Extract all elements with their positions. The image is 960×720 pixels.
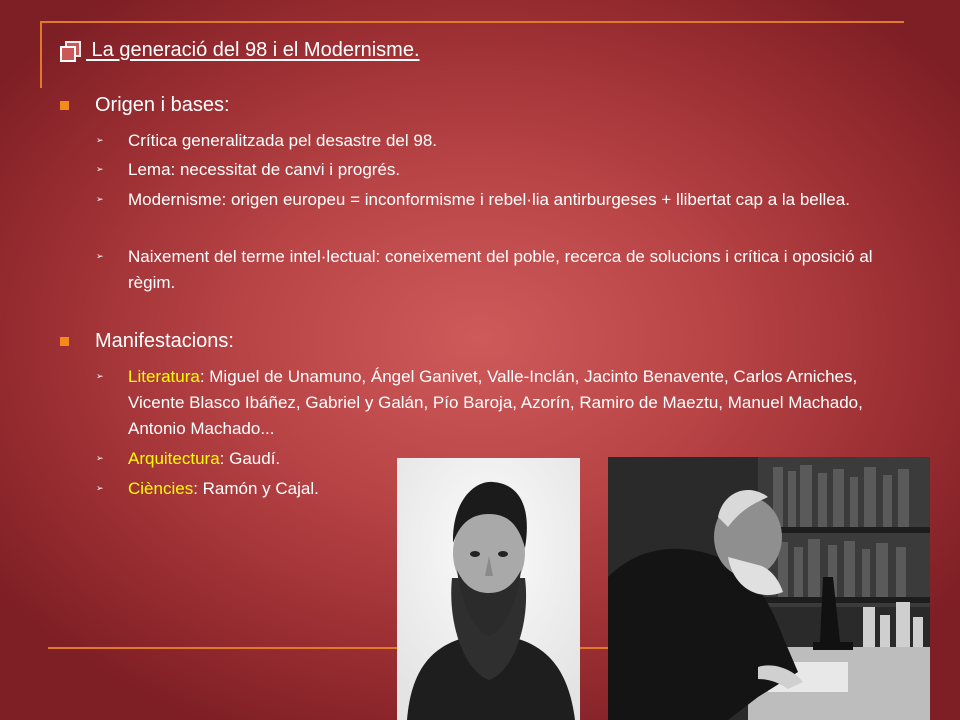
arrow-bullet-icon: ➢ (96, 371, 104, 381)
photo-ramon-y-cajal (608, 457, 930, 720)
list-item (96, 187, 896, 213)
list-item (96, 364, 896, 442)
list-item-text: Lema: necessitat de canvi i progrés. (128, 160, 401, 179)
arrow-bullet-icon: ➢ (96, 251, 104, 261)
item-body: : Miguel de Unamuno, Ángel Ganivet, Valle-Inclán, Jacinto Benavente, Carlos Arniches, Vicente Blasco Ibáñez, Gabriel y Galán, Pío Baroja, Azorín, Ramiro de Maeztu, Manuel Machado, Antonio Machado... (128, 367, 863, 438)
arrow-bullet-icon: ➢ (96, 194, 104, 204)
list-item-text: Modernisme: origen europeu = inconformisme i rebel·lia antirburgeses + llibertat cap a la bellea. (128, 190, 850, 209)
list-item-text (128, 364, 896, 442)
square-bullet-icon (60, 337, 69, 346)
list-item-text: Naixement del terme intel·lectual: coneixement del poble, recerca de solucions i crítica i oposició al règim. (128, 247, 873, 292)
list-item (96, 128, 896, 154)
list-item (96, 244, 896, 296)
square-bullet-icon (60, 101, 69, 110)
list-item (96, 157, 896, 183)
arrow-bullet-icon: ➢ (96, 164, 104, 174)
frame-line-top (40, 21, 904, 23)
item-body: : Ramón y Cajal. (193, 479, 319, 498)
section-origen (60, 94, 230, 117)
section-manifestacions (60, 330, 234, 353)
item-label: Literatura (128, 367, 200, 386)
list-item-text: Crítica generalitzada pel desastre del 98. (128, 131, 438, 150)
arrow-bullet-icon: ➢ (96, 453, 104, 463)
list-item-text (128, 446, 280, 472)
item-label: Ciències (128, 479, 194, 498)
arrow-bullet-icon: ➢ (96, 135, 104, 145)
frame-line-left (40, 21, 42, 88)
section-heading: Origen i bases: (95, 94, 230, 116)
slide-title (60, 36, 420, 64)
checkbox-bullet-icon (60, 41, 79, 60)
slide-title-text: La generació del 98 i el Modernisme. (86, 38, 420, 61)
list-item-text (128, 476, 319, 502)
portrait-photo-gaudi (397, 458, 580, 720)
section-heading: Manifestacions: (95, 330, 234, 352)
arrow-bullet-icon: ➢ (96, 483, 104, 493)
item-body: : Gaudí. (219, 449, 281, 468)
item-label: Arquitectura (128, 449, 220, 468)
